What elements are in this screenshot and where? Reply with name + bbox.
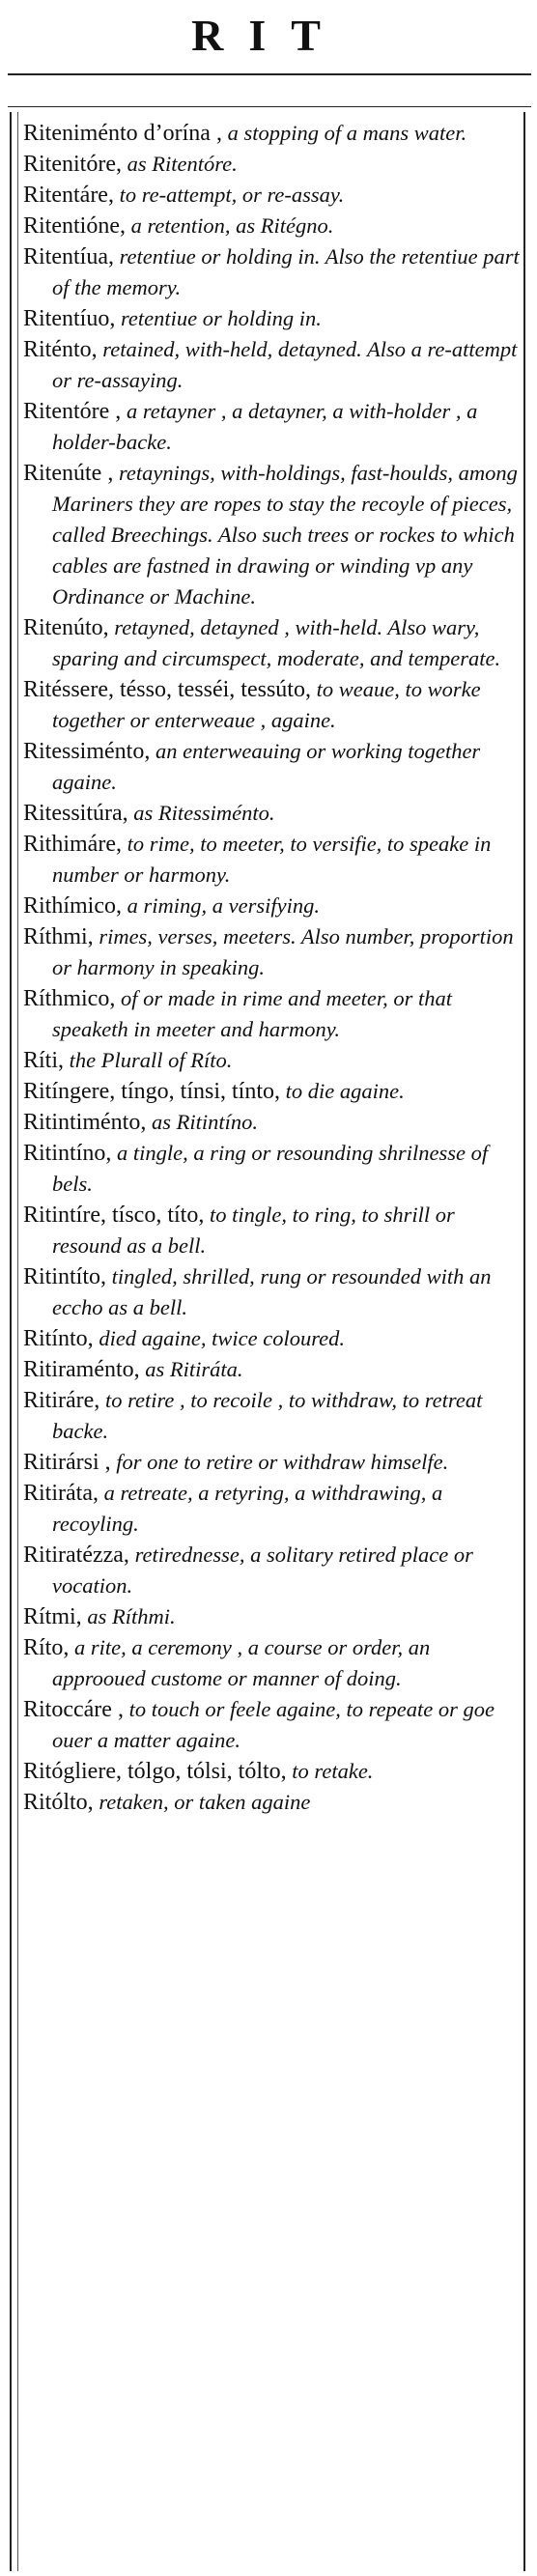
entry-headword: Ritentáre,: [23, 183, 114, 208]
dictionary-entry: [23, 1138, 520, 1200]
entry-headword: Ritíngere, tíngo, tínsi, tínto,: [23, 1079, 280, 1104]
running-head: RIT: [191, 11, 346, 60]
dictionary-entry: [23, 1385, 520, 1447]
entry-headword: Ritessitúra,: [23, 801, 128, 826]
entry-headword: Ritirársi ,: [23, 1450, 111, 1475]
dictionary-entry: [23, 736, 520, 798]
entry-definition: to weaue, to worke together or enterweaue , againe.: [52, 677, 481, 732]
entry-definition: retirednesse, a solitary retired place or vocation.: [52, 1543, 473, 1598]
dictionary-entry: [23, 1323, 520, 1354]
dictionary-entry: [23, 1200, 520, 1261]
entry-definition: as Ritentóre.: [121, 152, 238, 176]
dictionary-entry: [23, 1694, 520, 1756]
entry-definition: of or made in rime and meeter, or that speaketh in meeter and harmony.: [52, 986, 453, 1041]
entry-definition: the Plurall of Ríto.: [64, 1048, 233, 1072]
dictionary-entry: [23, 118, 520, 149]
entry-headword: Ríti,: [23, 1048, 65, 1073]
entry-headword: Ritéssere, tésso, tesséi, tessúto,: [23, 677, 311, 702]
dictionary-entry: [23, 149, 520, 180]
entry-headword: Ritiráta,: [23, 1481, 99, 1506]
entry-headword: Ríthmi,: [23, 924, 94, 949]
entry-definition: a stopping of a mans water.: [221, 121, 467, 145]
entry-headword: Ritiratézza,: [23, 1543, 129, 1568]
entry-headword: Ritiraménto,: [23, 1357, 140, 1382]
entry-headword: Ritintíno,: [23, 1141, 112, 1166]
entry-definition: a riming, a versifying.: [122, 893, 320, 918]
entry-definition: retained, with-held, detayned. Also a re-attempt or re-assaying.: [52, 337, 518, 392]
entry-headword: Ritentíuo,: [23, 306, 116, 331]
entry-definition: an enterweauing or working together againe.: [52, 739, 481, 794]
entry-definition: a retayner , a detayner, a with-holder , a holder-backe.: [52, 399, 478, 454]
dictionary-entry: [23, 1354, 520, 1385]
entry-headword: Ritentóre ,: [23, 399, 122, 424]
entry-headword: Ritólto,: [23, 1790, 94, 1815]
entry-headword: Ritenúte ,: [23, 461, 114, 486]
dictionary-entry: [23, 303, 520, 334]
entry-headword: Ritentíua,: [23, 244, 114, 269]
entry-definition: a rite, a ceremony , a course or order, an approoued custome or manner of doing.: [52, 1635, 431, 1690]
entry-definition: to rime, to meeter, to versifie, to speake in number or harmony.: [52, 832, 492, 887]
entry-headword: Ríthmico,: [23, 986, 116, 1011]
entry-definition: to tingle, to ring, to shrill or resound as a bell.: [52, 1203, 455, 1258]
dictionary-entry: [23, 1045, 520, 1076]
dictionary-entry: [23, 396, 520, 458]
dictionary-entry: [23, 612, 520, 674]
entry-headword: Rítmi,: [23, 1604, 82, 1629]
entry-definition: as Ritessiménto.: [127, 801, 275, 825]
entry-definition: to retake.: [286, 1759, 374, 1783]
entry-headword: Ritintiménto,: [23, 1110, 147, 1135]
entry-headword: Ritínto,: [23, 1326, 94, 1351]
entry-headword: Ritoccáre ,: [23, 1697, 124, 1722]
dictionary-entry: [23, 180, 520, 211]
entry-headword: Riteniménto d’orína ,: [23, 121, 222, 146]
entry-definition: a retention, as Ritégno.: [125, 213, 334, 238]
entry-definition: for one to retire or withdraw himselfe.: [110, 1450, 449, 1474]
entry-headword: Ritintíto,: [23, 1264, 107, 1289]
dictionary-entry: [23, 1787, 520, 1818]
dictionary-entry: [23, 1107, 520, 1138]
entry-column: [23, 118, 520, 2567]
entry-definition: retaken, or taken againe: [93, 1790, 311, 1814]
entry-definition: to touch or feele againe, to repeate or goe ouer a matter againe.: [52, 1697, 495, 1752]
dictionary-entry: [23, 1632, 520, 1694]
dictionary-entry: [23, 458, 520, 612]
dictionary-entry: [23, 891, 520, 921]
entry-headword: Ritintíre, tísco, títo,: [23, 1203, 205, 1228]
entry-definition: a tingle, a ring or resounding shrilnesse of bels.: [52, 1141, 489, 1196]
dictionary-entry: [23, 1261, 520, 1323]
dictionary-entry: [23, 1540, 520, 1601]
entry-headword: Ritentióne,: [23, 213, 126, 239]
entry-headword: Rithímico,: [23, 893, 122, 919]
entry-headword: Ríto,: [23, 1635, 70, 1660]
header-rule-bottom: [8, 106, 531, 107]
dictionary-entry: [23, 921, 520, 983]
entry-definition: a retreate, a retyring, a withdrawing, a recoyling.: [52, 1481, 443, 1536]
entry-headword: Ritessiménto,: [23, 739, 151, 764]
dictionary-entry: [23, 1076, 520, 1107]
dictionary-entry: [23, 1447, 520, 1478]
dictionary-entry: [23, 334, 520, 396]
entry-headword: Riténto,: [23, 337, 98, 362]
dictionary-entry: [23, 983, 520, 1045]
dictionary-entry: [23, 798, 520, 829]
entry-definition: retaynings, with-holdings, fast-houlds, among Mariners they are ropes to stay the recoyle of pieces, called Breechings. Also such trees or rockes to which cables are fastned in drawing or winding vp any Ordinance or Machine.: [52, 461, 518, 609]
entry-definition: to re-attempt, or re-assay.: [113, 183, 345, 207]
entry-definition: rimes, verses, meeters. Also number, proportion or harmony in speaking.: [52, 924, 514, 979]
entry-definition: as Ritintíno.: [146, 1110, 258, 1134]
entry-headword: Ritógliere, tólgo, tólsi, tólto,: [23, 1759, 287, 1784]
dictionary-entry: [23, 1756, 520, 1787]
entry-headword: Ritenúto,: [23, 615, 109, 640]
entry-definition: tingled, shrilled, rung or resounded with an eccho as a bell.: [52, 1264, 492, 1319]
entry-definition: retentiue or holding in. Also the retentiue part of the memory.: [52, 244, 520, 299]
entry-headword: Ritiráre,: [23, 1388, 100, 1413]
dictionary-entry: [23, 211, 520, 241]
entry-definition: retentiue or holding in.: [115, 306, 322, 330]
entry-headword: Ritenitóre,: [23, 152, 122, 177]
entry-definition: to die againe.: [280, 1079, 405, 1103]
dictionary-entry: [23, 1478, 520, 1540]
entry-definition: died againe, twice coloured.: [93, 1326, 346, 1350]
entry-headword: Rithimáre,: [23, 832, 122, 857]
entry-definition: to retire , to recoile , to withdraw, to retreat backe.: [52, 1388, 483, 1443]
header-rule-top: [8, 73, 531, 75]
entry-definition: as Ritiráta.: [139, 1357, 243, 1381]
entry-definition: retayned, detayned , with-held. Also wary, sparing and circumspect, moderate, and temperate.: [52, 615, 501, 670]
entry-definition: as Ríthmi.: [81, 1604, 176, 1628]
dictionary-entry: [23, 829, 520, 891]
dictionary-entry: [23, 241, 520, 303]
dictionary-entry: [23, 674, 520, 736]
dictionary-entry: [23, 1601, 520, 1632]
